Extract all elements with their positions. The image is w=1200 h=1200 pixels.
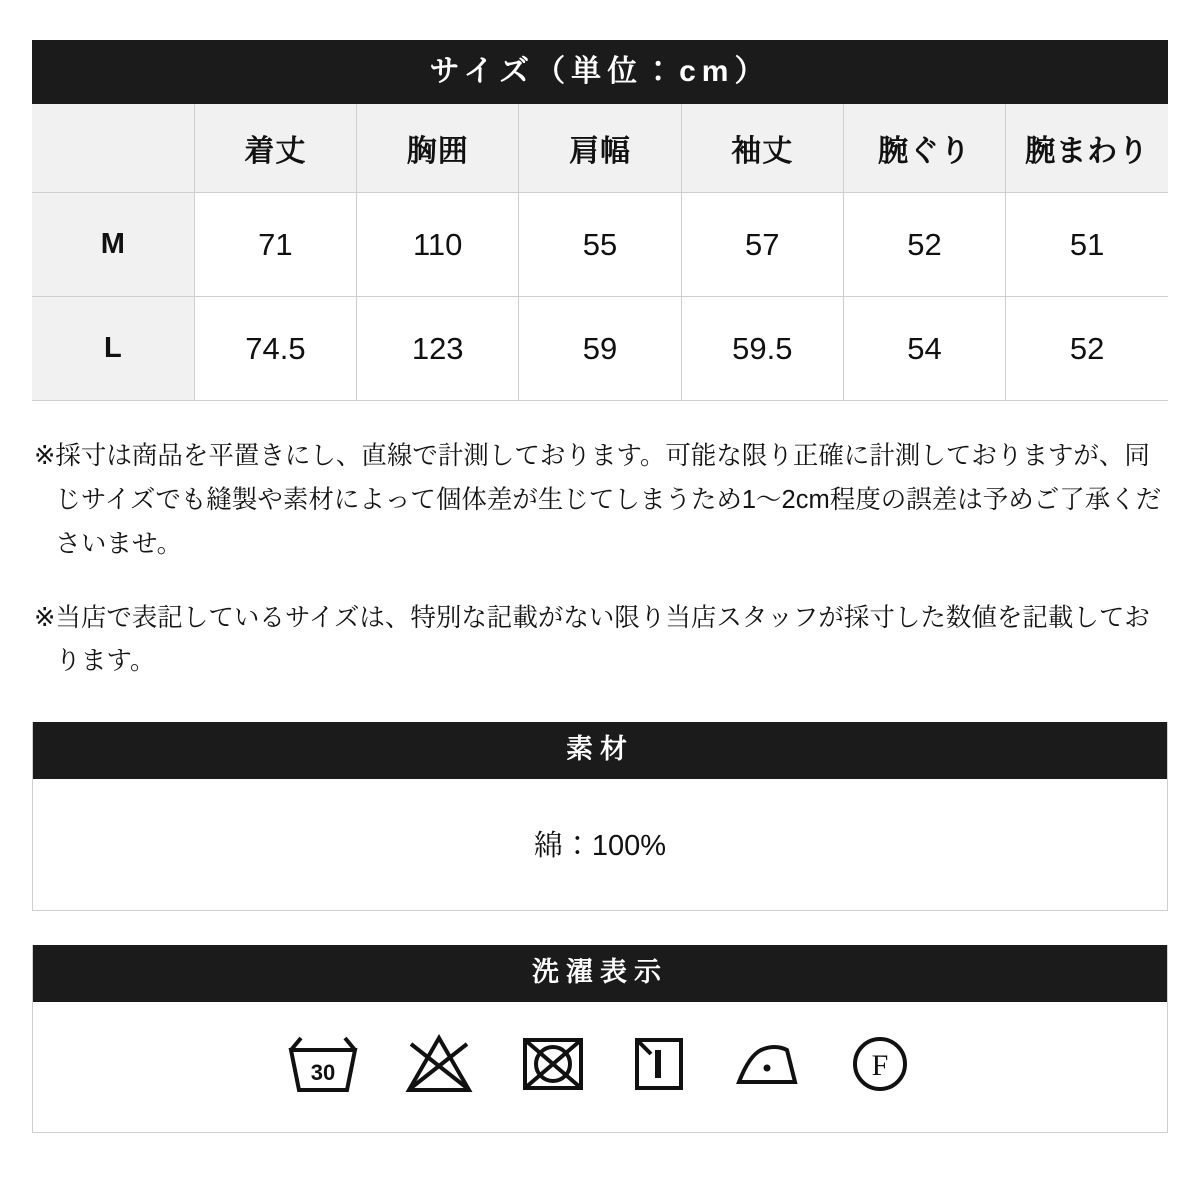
table-row [32, 193, 1168, 297]
note-text-1: 採寸は商品を平置きにし、直線で計測しております。可能な限り正確に計測しておりますが、同じサイズでも縫製や素材によって個体差が生じてしまうため1〜2cm程度の誤差は予めご了承くださいませ。 [55, 442, 1162, 558]
material-value: 綿：100% [533, 829, 667, 862]
table-row [32, 297, 1168, 401]
cell-l-katahaba: 59 [519, 297, 681, 401]
size-row-label-m: M [32, 193, 194, 297]
cell-m-kitake: 71 [194, 193, 356, 297]
cell-m-katahaba: 55 [519, 193, 681, 297]
cell-m-udeguri: 52 [843, 193, 1005, 297]
material-section [32, 722, 1168, 911]
size-table-col-katahaba: 肩幅 [519, 104, 681, 193]
size-table-col-kitake: 着丈 [194, 104, 356, 193]
cell-m-sodetake: 57 [681, 193, 843, 297]
cell-l-kitake: 74.5 [194, 297, 356, 401]
size-table-head [32, 104, 1168, 193]
dry-clean-f-icon [847, 1032, 913, 1096]
note-text-2: 当店で表記しているサイズは、特別な記載がない限り当店スタッフが採寸した数値を記載しております。 [55, 603, 1150, 676]
cell-l-udeguri: 54 [843, 297, 1005, 401]
cell-m-kyoui: 110 [357, 193, 519, 297]
note-mark-2: ※ [34, 603, 56, 632]
size-table [32, 104, 1168, 401]
svg-text:30: 30 [310, 1059, 336, 1085]
wash-30-icon [287, 1032, 359, 1096]
size-table-col-udemawari: 腕まわり [1006, 104, 1168, 193]
drip-dry-line-icon [631, 1032, 687, 1096]
note-mark-1: ※ [34, 442, 56, 470]
size-table-col-kyoui: 胸囲 [357, 104, 519, 193]
size-row-label-l: L [32, 297, 194, 401]
note-measurement-method [32, 435, 1168, 567]
size-table-corner-cell [32, 104, 194, 193]
size-section-title: サイズ（単位：cm） [32, 40, 1168, 104]
iron-low-icon [731, 1032, 803, 1096]
care-section [32, 945, 1168, 1133]
cell-l-kyoui: 123 [357, 297, 519, 401]
care-icon-row [33, 1002, 1167, 1132]
cell-l-udemawari: 52 [1006, 297, 1168, 401]
measurement-notes [32, 435, 1168, 684]
size-table-header-row [32, 104, 1168, 193]
size-table-col-sodetake: 袖丈 [681, 104, 843, 193]
svg-text:F: F [871, 1048, 889, 1082]
no-bleach-icon [403, 1032, 475, 1096]
material-section-title: 素材 [33, 722, 1167, 779]
cell-m-udemawari: 51 [1006, 193, 1168, 297]
note-staff-measurement [32, 597, 1168, 685]
size-table-body [32, 193, 1168, 401]
cell-l-sodetake: 59.5 [681, 297, 843, 401]
care-section-title: 洗濯表示 [33, 945, 1167, 1002]
size-table-col-udeguri: 腕ぐり [843, 104, 1005, 193]
no-tumble-dry-icon [519, 1032, 587, 1096]
